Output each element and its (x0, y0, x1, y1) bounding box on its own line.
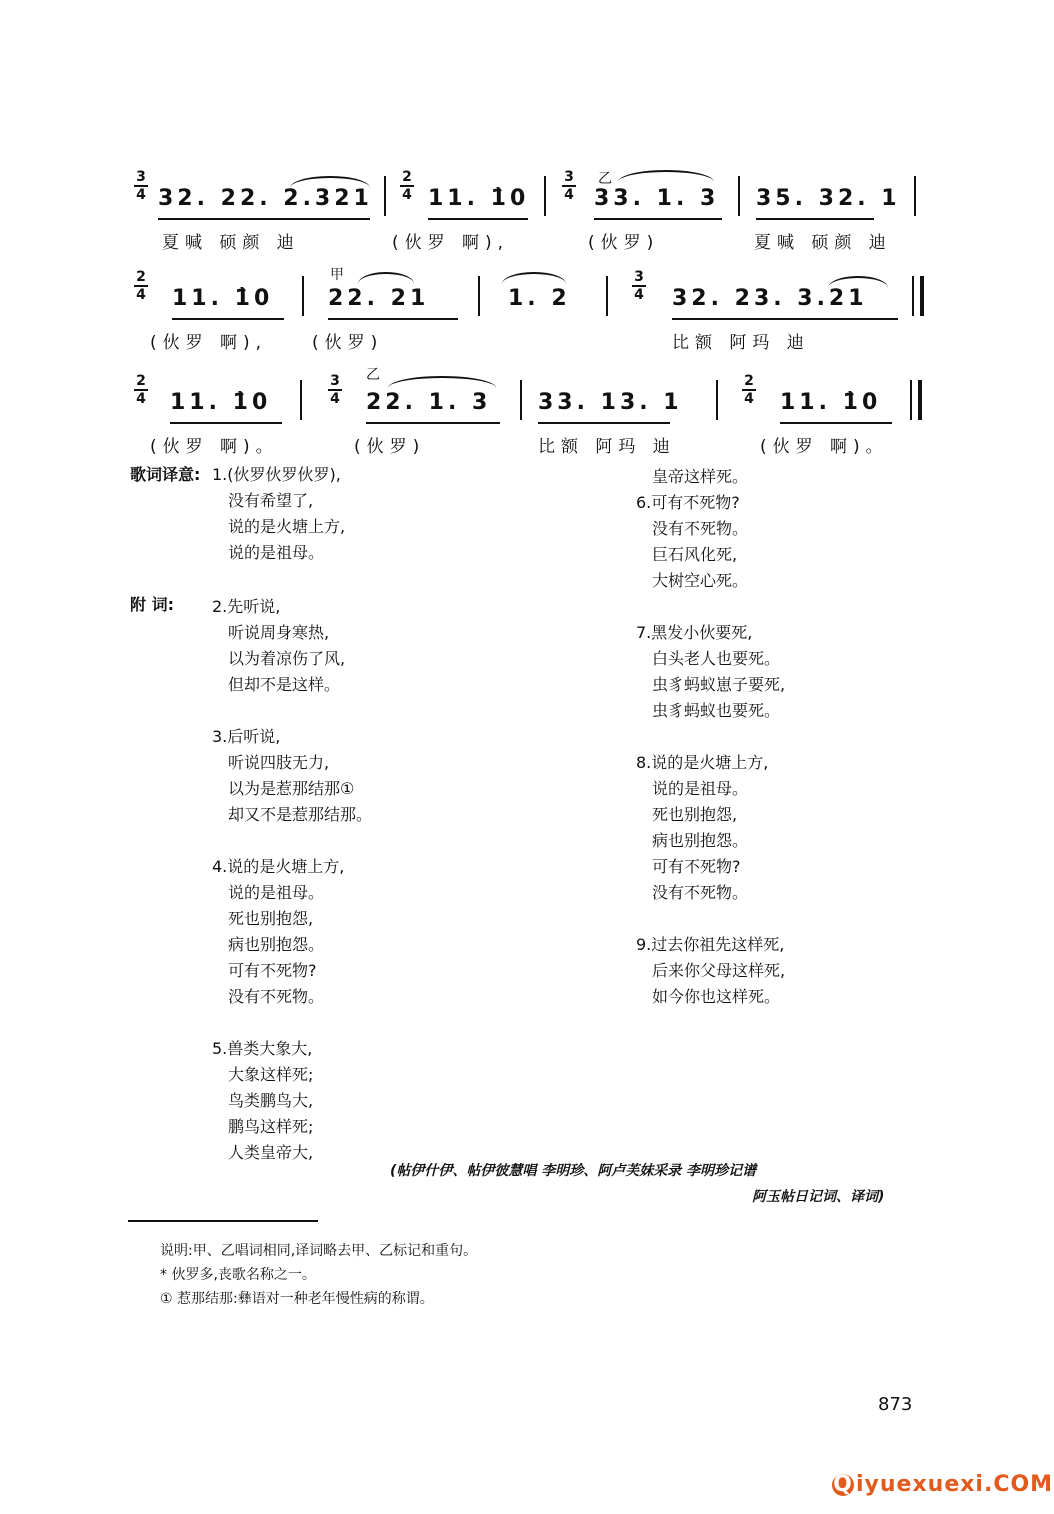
barline (300, 380, 302, 420)
page-number: 873 (878, 1394, 913, 1415)
lyric-line: 死也别抱怨, (228, 909, 314, 928)
notes: 35. 32. 1 (756, 186, 901, 211)
slur (618, 170, 714, 182)
right-lyrics-column (636, 464, 785, 1036)
lyric-line: 7.黑发小伙要死, (636, 623, 753, 642)
lyric-line: 以为着凉伤了风, (228, 649, 346, 668)
notes: 32. 23. 3.21 (672, 286, 868, 311)
lyric: (伙罗 啊), (392, 233, 510, 253)
beam-underline (538, 422, 670, 424)
footnote-1: ① 惹那结那:彝语对一种老年慢性病的称谓。 (160, 1291, 434, 1307)
lyric: (伙罗 啊)。 (150, 437, 279, 457)
barline (606, 276, 608, 316)
lyric-line: 以为是惹那结那① (228, 779, 355, 798)
part-mark: 乙 (366, 367, 380, 383)
beam-underline (594, 218, 722, 220)
notes: 33. 13. 1 (538, 390, 683, 415)
lyric: (伙罗) (588, 233, 660, 253)
beam-underline (366, 422, 500, 424)
appendix-label: 附 词: (130, 595, 174, 614)
lyric-line: 但却不是这样。 (228, 675, 341, 694)
lyric: 比额 阿玛 迪 (672, 333, 810, 353)
lyric-stanza (636, 750, 785, 906)
lyric-line: 白头老人也要死。 (652, 649, 781, 668)
lyric-line: 1.(伙罗伙罗伙罗), (212, 465, 341, 484)
lyric-line: 鹏鸟这样死; (228, 1117, 314, 1136)
time-signature: 2 4 (740, 374, 758, 406)
lyric-line: 5.兽类大象大, (212, 1039, 313, 1058)
slur (388, 376, 496, 388)
time-signature: 3 4 (560, 170, 578, 202)
time-signature: 2 4 (132, 374, 150, 406)
lyric-line: 3.后听说, (212, 727, 281, 746)
lyric: 比额 阿玛 迪 (538, 437, 676, 457)
notes: 33. 1. 3 (594, 186, 720, 211)
lyric-line: 8.说的是火塘上方, (636, 753, 769, 772)
lyric-line: 可有不死物? (652, 857, 741, 876)
notes: 11. 1̀0 (428, 186, 530, 211)
lyric-stanza (212, 854, 372, 1010)
lyric-line: 说的是祖母。 (228, 543, 325, 562)
lyric-line: 大树空心死。 (652, 571, 749, 590)
lyric: 夏喊 硕颜 迪 (754, 233, 892, 253)
lyric-line: 却又不是惹那结那。 (228, 805, 373, 824)
lyric: (伙罗 啊), (150, 333, 268, 353)
barline (520, 380, 522, 420)
lyric-line: 6.可有不死物? (636, 493, 740, 512)
watermark-logo: Q (833, 1472, 853, 1497)
lyric-stanza (212, 1036, 372, 1166)
beam-underline (158, 218, 370, 220)
lyric: (伙罗 啊)。 (760, 437, 889, 457)
performer-credit: (帖伊什伊、帖伊彼慧唱 李明珍、阿卢芙妹采录 李明珍记谱 (390, 1163, 757, 1179)
lyric-line: 2.先听说, (212, 597, 281, 616)
time-signature: 2 4 (398, 170, 416, 202)
barline (738, 176, 740, 216)
notes: 32. 22. 2.321 (158, 186, 373, 211)
beam-underline (672, 318, 898, 320)
lyric-line: 9.过去你祖先这样死, (636, 935, 785, 954)
beam-underline (756, 218, 874, 220)
left-lyrics-column (212, 462, 372, 1192)
notes: 11. 1̀0 (780, 390, 882, 415)
notes: 11. 1̀0 (172, 286, 274, 311)
lyric-line: 没有不死物。 (228, 987, 325, 1006)
site-watermark (832, 1472, 1053, 1497)
lyric-stanza (636, 932, 785, 1010)
final-barline (912, 276, 924, 316)
lyric-line: 没有不死物。 (652, 883, 749, 902)
lyric-line: 可有不死物? (228, 961, 317, 980)
part-mark: 甲 (330, 267, 344, 283)
beam-underline (328, 318, 458, 320)
lyric-line: 人类皇帝大, (228, 1143, 314, 1162)
lyric: 夏喊 硕颜 迪 (162, 233, 300, 253)
barline (544, 176, 546, 216)
lyric-stanza (636, 620, 785, 724)
footnote-explanation: 说明:甲、乙唱词相同,译词略去甲、乙标记和重句。 (160, 1243, 478, 1259)
time-signature: 3 4 (630, 270, 648, 302)
beam-underline (170, 422, 282, 424)
lyric: (伙罗) (354, 437, 426, 457)
lyric-line: 巨石风化死, (652, 545, 738, 564)
lyric-line: 后来你父母这样死, (652, 961, 786, 980)
lyric-line: 鸟类鹏鸟大, (228, 1091, 314, 1110)
watermark-text: iyuexuexi.COM (856, 1472, 1054, 1497)
barline (384, 176, 386, 216)
lyric-stanza (636, 464, 785, 594)
lyric-line: 说的是祖母。 (652, 779, 749, 798)
time-signature: 3 4 (132, 170, 150, 202)
barline (302, 276, 304, 316)
lyric-line: 病也别抱怨。 (228, 935, 325, 954)
lyric-line: 说的是祖母。 (228, 883, 325, 902)
barline (914, 176, 916, 216)
lyric-line: 死也别抱怨, (652, 805, 738, 824)
beam-underline (780, 422, 892, 424)
notes: 22. 21 (328, 286, 430, 311)
lyric-line: 听说周身寒热, (228, 623, 330, 642)
final-barline (910, 380, 922, 420)
lyric-line: 大象这样死; (228, 1065, 314, 1084)
lyric-stanza (212, 724, 372, 828)
lyric-line: 没有不死物。 (652, 519, 749, 538)
transcriber-credit: 阿玉帖日记词、译词) (752, 1189, 885, 1205)
barline (478, 276, 480, 316)
footnote-rule (128, 1220, 318, 1222)
time-signature: 3 4 (326, 374, 344, 406)
footnote-asterisk: * 伙罗多,丧歌名称之一。 (160, 1267, 316, 1283)
lyric-line: 如今你也这样死。 (652, 987, 781, 1006)
time-signature: 2 4 (132, 270, 150, 302)
lyrics-label: 歌词译意: (130, 465, 201, 484)
lyric-line: 虫豸蚂蚁也要死。 (652, 701, 781, 720)
slur (502, 272, 566, 284)
beam-underline (172, 318, 284, 320)
beam-underline (428, 218, 528, 220)
slur (290, 176, 370, 188)
lyric-line: 没有希望了, (228, 491, 314, 510)
lyric-line: 虫豸蚂蚁崽子要死, (652, 675, 786, 694)
lyric-line: 病也别抱怨。 (652, 831, 749, 850)
notes: 11. 1̀0 (170, 390, 272, 415)
lyric: (伙罗) (312, 333, 384, 353)
score-row-1 (128, 168, 920, 278)
part-mark: 乙 (598, 171, 612, 187)
lyric-line: 皇帝这样死。 (652, 467, 749, 486)
lyric-line: 说的是火塘上方, (228, 517, 346, 536)
notes: 1. 2 (508, 286, 571, 311)
barline (716, 380, 718, 420)
lyric-stanza (212, 594, 372, 698)
lyric-line: 4.说的是火塘上方, (212, 857, 345, 876)
lyric-stanza (212, 462, 372, 566)
notes: 22. 1. 3 (366, 390, 492, 415)
slur (358, 272, 414, 284)
lyric-line: 听说四肢无力, (228, 753, 330, 772)
score-row-2 (128, 268, 920, 378)
